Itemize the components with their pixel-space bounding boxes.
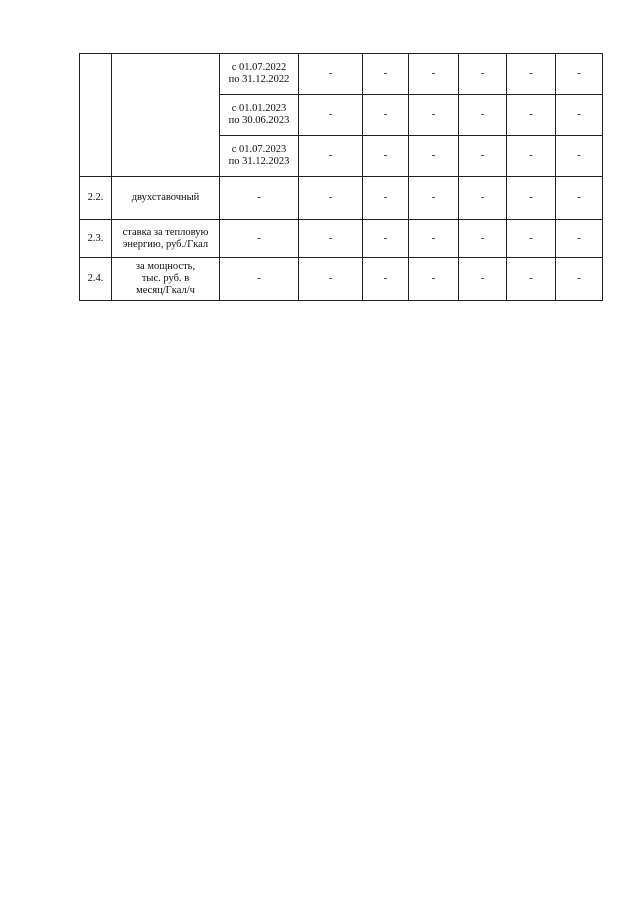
- value-cell: -: [409, 95, 459, 136]
- value-cell: -: [459, 136, 507, 177]
- table-row: [80, 177, 603, 220]
- value-cell: -: [299, 177, 363, 220]
- value-cell: -: [459, 258, 507, 301]
- value-cell: -: [507, 136, 556, 177]
- row-label: [112, 258, 220, 301]
- value-cell: -: [459, 177, 507, 220]
- empty-label-cell: [112, 54, 220, 177]
- value-cell: -: [507, 220, 556, 258]
- period-to: по 31.12.2023: [228, 156, 290, 167]
- value-cell: -: [363, 95, 409, 136]
- row-label: [112, 177, 220, 220]
- value-cell: -: [556, 177, 603, 220]
- value-cell: -: [556, 54, 603, 95]
- value-cell: -: [363, 258, 409, 301]
- value-cell: -: [459, 54, 507, 95]
- value-cell: -: [363, 220, 409, 258]
- row-label-line: двухставочный: [131, 192, 200, 203]
- row-label-line: за мощность,: [135, 261, 196, 272]
- value-cell: -: [363, 54, 409, 95]
- value-cell: -: [556, 220, 603, 258]
- value-cell: -: [220, 177, 299, 220]
- table-row: [80, 258, 603, 301]
- value-cell: -: [409, 54, 459, 95]
- row-label: [112, 220, 220, 258]
- period-from: с 01.07.2022: [231, 62, 287, 73]
- table-row: [80, 54, 603, 95]
- tariff-table: [79, 53, 603, 301]
- value-cell: -: [507, 177, 556, 220]
- value-cell: -: [556, 258, 603, 301]
- period-cell: [220, 95, 299, 136]
- value-cell: -: [409, 177, 459, 220]
- value-cell: -: [507, 54, 556, 95]
- row-label-line: месяц/Гкал/ч: [136, 285, 195, 296]
- value-cell: -: [459, 95, 507, 136]
- row-label-line: ставка за тепловую: [122, 226, 209, 238]
- value-cell: -: [556, 95, 603, 136]
- value-cell: -: [299, 220, 363, 258]
- value-cell: -: [459, 220, 507, 258]
- row-number: 2.4.: [80, 258, 112, 301]
- value-cell: -: [363, 177, 409, 220]
- value-cell: -: [507, 258, 556, 301]
- table-row: [80, 220, 603, 258]
- row-label-line: тыс. руб. в: [141, 273, 190, 284]
- value-cell: -: [556, 136, 603, 177]
- empty-num-cell: [80, 54, 112, 177]
- value-cell: -: [363, 136, 409, 177]
- value-cell: -: [220, 258, 299, 301]
- period-to: по 31.12.2022: [228, 74, 290, 85]
- period-from: с 01.01.2023: [231, 103, 287, 114]
- value-cell: -: [299, 136, 363, 177]
- period-cell: [220, 54, 299, 95]
- value-cell: -: [299, 95, 363, 136]
- period-from: с 01.07.2023: [231, 144, 287, 155]
- value-cell: -: [409, 136, 459, 177]
- value-cell: -: [299, 258, 363, 301]
- period-to: по 30.06.2023: [228, 115, 290, 126]
- row-number: 2.2.: [80, 177, 112, 220]
- period-cell: [220, 136, 299, 177]
- value-cell: -: [299, 54, 363, 95]
- row-number: 2.3.: [80, 220, 112, 258]
- value-cell: -: [409, 258, 459, 301]
- row-label-line: энергию, руб./Гкал: [122, 238, 209, 250]
- value-cell: -: [220, 220, 299, 258]
- value-cell: -: [507, 95, 556, 136]
- value-cell: -: [409, 220, 459, 258]
